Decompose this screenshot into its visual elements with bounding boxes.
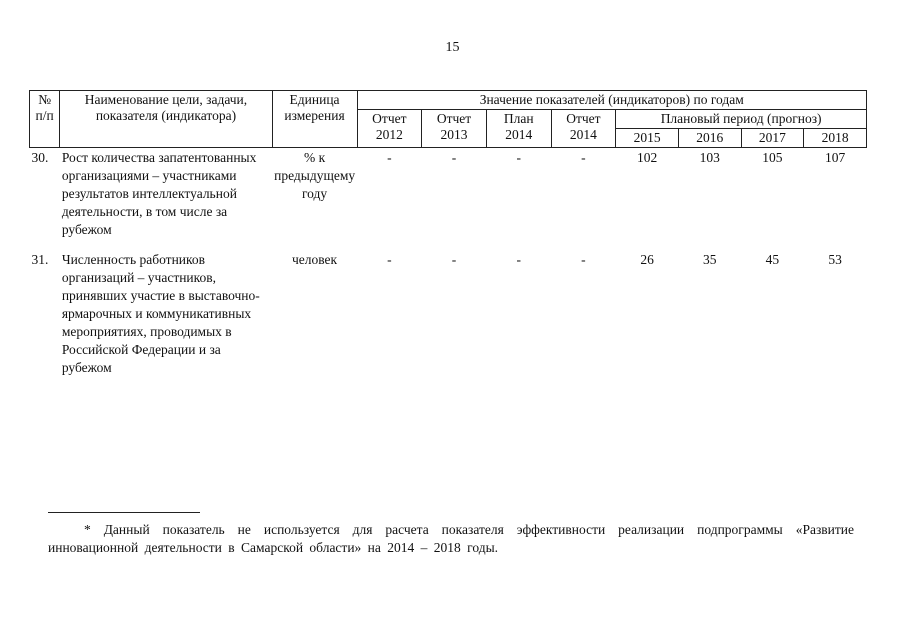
row-value: 107 [825, 150, 846, 165]
header-year-value: 2014 [505, 127, 533, 142]
row-value: 103 [699, 150, 720, 165]
row-value: - [387, 252, 392, 267]
header-year-col-4 [551, 110, 616, 148]
header-row-1 [30, 91, 867, 110]
header-year-value: 2013 [440, 127, 468, 142]
header-year-col-3 [486, 110, 551, 148]
row-unit: человек [291, 252, 338, 267]
row-value: - [451, 150, 457, 165]
header-planned-year: 2018 [804, 129, 867, 148]
row-value: 26 [640, 252, 654, 267]
row-indicator-name: Численность работников организаций – участников, принявших участие в выставочно-ярмарочных и коммуникативных мероприятиях, проводимых в Российской Федерации и за рубежом [61, 252, 260, 375]
header-year-label: Отчет [566, 111, 601, 126]
row-num: 31. [31, 252, 49, 267]
header-year-label: План [503, 111, 534, 126]
row-value: - [387, 150, 392, 165]
header-year-value: 2012 [375, 127, 403, 142]
table-row [30, 250, 867, 378]
row-value: 35 [703, 252, 717, 267]
header-planned-year: 2017 [741, 129, 804, 148]
indicators-table [29, 90, 867, 378]
header-planned-year: 2015 [616, 129, 679, 148]
row-value: - [451, 252, 457, 267]
header-num: № п/п [30, 91, 60, 148]
table-row [30, 148, 867, 251]
header-planned-group: Плановый период (прогноз) [616, 110, 867, 129]
header-year-label: Отчет [372, 111, 407, 126]
header-values-group: Значение показателей (индикаторов) по годам [357, 91, 867, 110]
header-name: Наименование цели, задачи, показателя (индикатора) [60, 91, 272, 148]
footnote-divider [48, 512, 200, 513]
row-num: 30. [31, 150, 49, 165]
row-value: - [516, 150, 521, 165]
row-indicator-name: Рост количества запатентованных организациями – участниками результатов интеллектуальной деятельности, в том числе за рубежом [61, 150, 257, 237]
header-year-label: Отчет [436, 111, 472, 126]
header-unit: Единица измерения [272, 91, 357, 148]
row-value: - [581, 252, 586, 267]
header-year-value: 2014 [569, 127, 597, 142]
row-value: - [581, 150, 586, 165]
row-unit: % к предыдущему году [274, 150, 356, 201]
row-value: 102 [636, 150, 658, 165]
row-value: 45 [765, 252, 780, 267]
row-value: 53 [828, 252, 842, 267]
header-year-col-2 [422, 110, 487, 148]
row-value: - [516, 252, 521, 267]
header-year-col-1 [357, 110, 422, 148]
footnote: * Данный показатель не используется для расчета показателя эффективности реализации подпрограммы «Развитие инновационной деятельности в Самарской области» на 2014 – 2018 годы. [48, 522, 854, 555]
row-value: 105 [762, 150, 783, 165]
header-planned-year: 2016 [678, 129, 741, 148]
page-number: 15 [445, 40, 460, 55]
